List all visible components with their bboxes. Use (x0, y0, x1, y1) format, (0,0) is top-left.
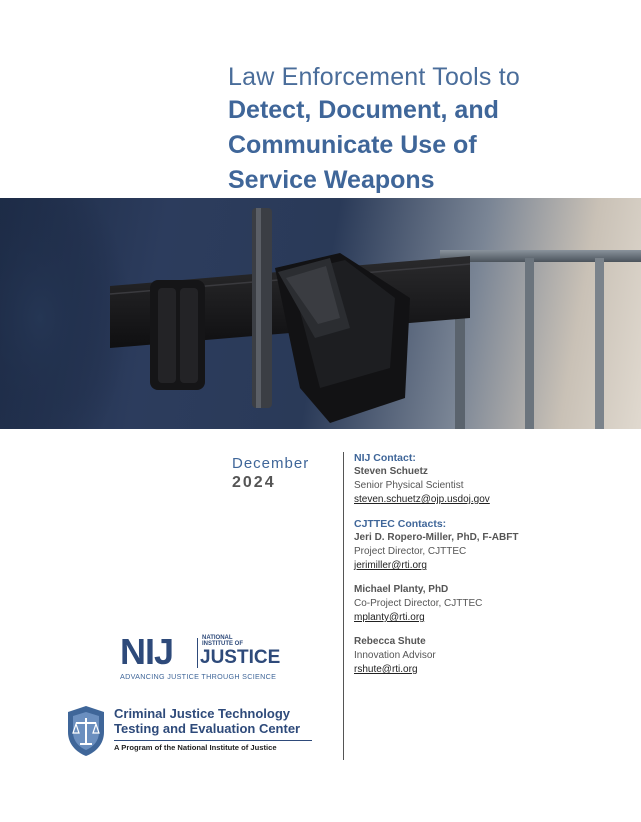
date-month: December (232, 455, 310, 472)
date-year: 2024 (232, 474, 276, 491)
contact-role: Innovation Advisor (354, 650, 436, 661)
nij-logo-divider (197, 638, 198, 668)
contact-email-link[interactable]: mplanty@rti.org (354, 612, 425, 623)
contact-role: Co-Project Director, CJTTEC (354, 598, 483, 609)
contact-email-link[interactable]: jerimiller@rti.org (354, 560, 427, 571)
title-line-3: Communicate Use of (228, 131, 477, 159)
nij-national-text: NATIONAL (202, 635, 233, 641)
cjttec-name-line-1: Criminal Justice Technology (114, 706, 291, 721)
contact-name: Rebecca Shute (354, 636, 426, 647)
cjttec-contact-2 (354, 583, 634, 625)
nij-contact-heading: NIJ Contact: (354, 452, 416, 464)
nij-contact (354, 451, 634, 507)
contact-role: Project Director, CJTTEC (354, 546, 467, 557)
nij-letters: NIJ (120, 631, 174, 672)
cjttec-subtitle: A Program of the National Institute of Justice (114, 743, 277, 752)
divider-vertical (343, 452, 344, 760)
nij-institute-text: INSTITUTE OF (202, 641, 243, 647)
nij-justice-text: JUSTICE (200, 647, 281, 668)
cover-photo-officer-holster (0, 198, 641, 429)
title-line-2: Detect, Document, and (228, 96, 499, 124)
contact-email-link[interactable]: steven.schuetz@ojp.usdoj.gov (354, 494, 490, 505)
scales-of-justice-shield-icon (64, 704, 108, 758)
title-line-4: Service Weapons (228, 166, 435, 194)
report-title (228, 62, 628, 198)
nij-tagline: ADVANCING JUSTICE THROUGH SCIENCE (120, 672, 277, 681)
contacts-panel (354, 451, 634, 687)
cjttec-contact-3 (354, 635, 634, 677)
title-line-1: Law Enforcement Tools to (228, 63, 520, 91)
cjttec-logo (64, 702, 324, 762)
cjttec-contact-1 (354, 517, 634, 573)
publication-date (232, 455, 309, 492)
contact-name: Steven Schuetz (354, 466, 428, 477)
cjttec-name-line-2: Testing and Evaluation Center (114, 721, 301, 736)
contact-name: Michael Planty, PhD (354, 584, 449, 595)
nij-logo (120, 631, 281, 684)
contact-email-link[interactable]: rshute@rti.org (354, 664, 418, 675)
cjttec-contacts-heading: CJTTEC Contacts: (354, 518, 447, 530)
cjttec-rule (114, 740, 312, 741)
contact-name: Jeri D. Ropero-Miller, PhD, F-ABFT (354, 532, 519, 543)
contact-role: Senior Physical Scientist (354, 480, 464, 491)
